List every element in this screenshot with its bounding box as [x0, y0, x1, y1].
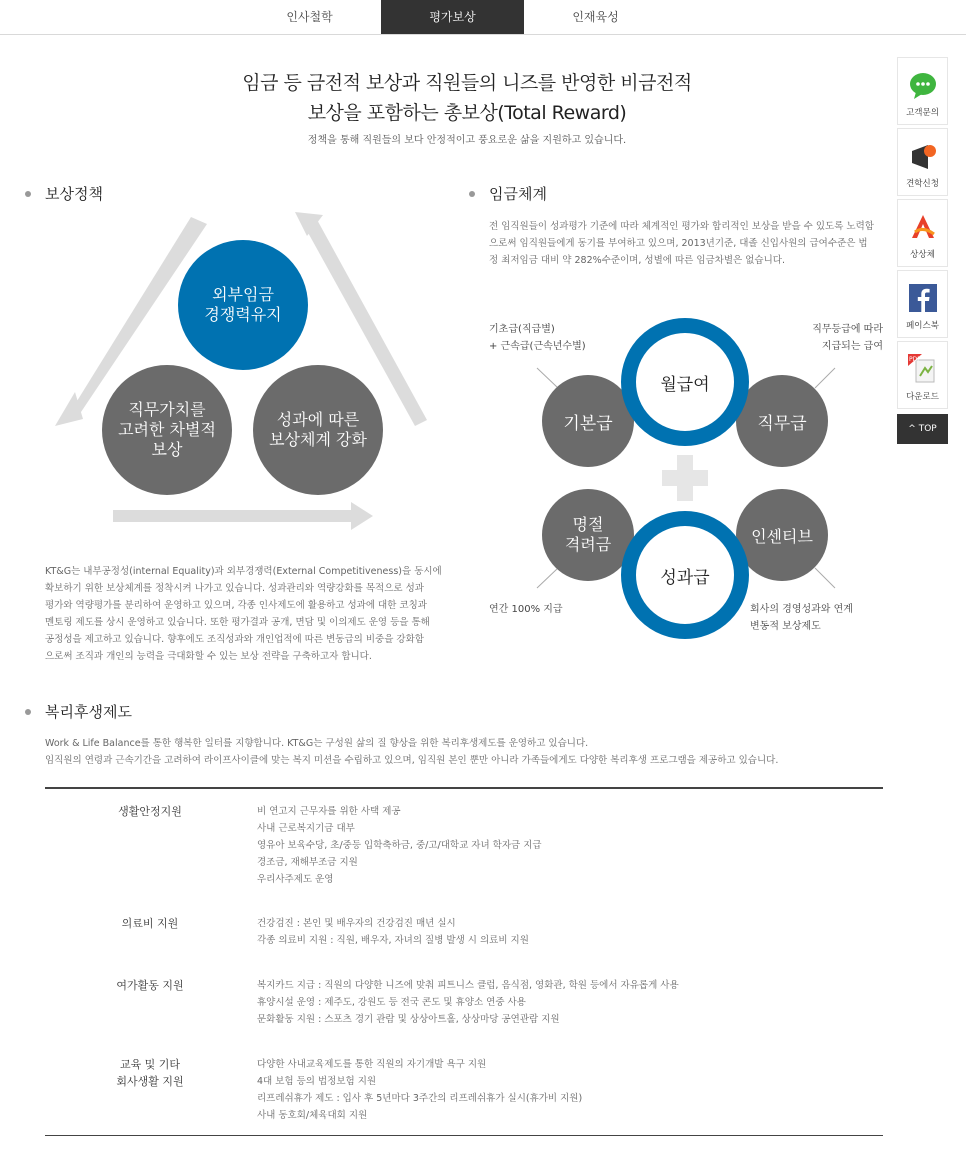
row-items — [257, 1056, 877, 1124]
bullet-dot — [469, 191, 475, 197]
section-title-compensation — [45, 183, 103, 204]
tab-bar — [0, 0, 966, 35]
row-item: 다양한 사내교육제도를 통한 직원의 자기개발 욕구 지원 — [257, 1059, 487, 1070]
note-incentive: 회사의 경영성과와 연계 변동적 보상제도 — [750, 604, 853, 632]
quick-menu-tour-request[interactable] — [897, 128, 948, 196]
row-category: 의료비 지원 — [121, 917, 179, 930]
row-category: 생활안정지원 — [118, 805, 182, 818]
text-line: 확보하기 위한 보상체계를 정착시켜 나가고 있습니다. 성과관리와 역량강화를 목적으로 성과 — [45, 583, 424, 594]
sangsang-icon — [908, 212, 938, 242]
wage-paragraph — [489, 218, 889, 269]
row-item: 각종 의료비 지원 : 직원, 배우자, 자녀의 질병 발생 시 의료비 지원 — [257, 935, 529, 946]
section-title-welfare — [45, 701, 132, 722]
row-items — [257, 915, 877, 949]
tab-evaluation-compensation[interactable]: 평가보상 — [381, 0, 524, 34]
circle-job-value: 직무가치를 고려한 차별적 보상 — [102, 365, 232, 495]
text-line: 으로써 조직과 개인의 능력을 극대화할 수 있는 보상 전략을 구축하고자 합니다. — [45, 651, 372, 662]
text-line: 평가와 역량평가를 분리하여 운영하고 있으며, 각종 인사제도에 활용하고 성과에 대한 코칭과 — [45, 600, 427, 611]
text-line: 정 최저임금 대비 약 282%수준이며, 성별에 따른 임금차별은 없습니다. — [489, 255, 785, 266]
pdf-download-icon — [908, 354, 938, 384]
quick-menu-label: 다운로드 — [906, 392, 939, 402]
row-item: 사내 근로복지기금 대부 — [257, 823, 355, 834]
text-line: 으로써 임직원들에게 동기를 부여하고 있으며, 2013년기준, 대졸 신입사원의 급여수준은 법 — [489, 238, 868, 249]
row-item: 복지카드 지급 : 직원의 다양한 니즈에 맞춰 피트니스 클럽, 음식점, 영화관, 학원 등에서 자유롭게 사용 — [257, 980, 679, 991]
welfare-intro — [45, 735, 905, 769]
compensation-paragraph — [45, 563, 445, 665]
row-item: 경조금, 재해부조금 지원 — [257, 857, 358, 868]
row-item: 영유아 보육수당, 초/중등 입학축하금, 중/고/대학교 자녀 학자금 지급 — [257, 840, 542, 851]
svg-text:PDF: PDF — [909, 356, 921, 363]
quick-menu-sangsang[interactable] — [897, 199, 948, 267]
section-title-compensation-text: 보상정책 — [45, 185, 103, 203]
row-items — [257, 803, 877, 888]
circle-holiday-bonus: 명절 격려금 — [542, 489, 634, 581]
note-basic-pay: 기초급(직급별) + 근속급(근속년수별) — [489, 324, 586, 352]
section-title-wage — [489, 183, 547, 204]
text-line: Work & Life Balance를 통한 행복한 일터를 지향합니다. KT&G는 구성원 삶의 질 향상을 위한 복리후생제도를 운영하고 있습니다. — [45, 738, 589, 749]
quick-menu-label: 페이스북 — [906, 321, 939, 331]
quick-menu-download[interactable] — [897, 341, 948, 409]
page-title-line1: 임금 등 금전적 보상과 직원들의 니즈를 반영한 비금전적 — [242, 72, 692, 94]
row-category: 교육 및 기타 회사생활 지원 — [116, 1058, 184, 1088]
row-category: 여가활동 지원 — [116, 979, 184, 992]
page-title-line2: 보상을 포함하는 총보상(Total Reward) — [307, 102, 627, 124]
row-item: 휴양시설 운영 : 제주도, 강원도 등 전국 콘도 및 휴양소 연중 사용 — [257, 997, 526, 1008]
text-line: 전 임직원들이 성과평가 기준에 따라 체계적인 평가와 합리적인 보상을 받을 수 있도록 노력함 — [489, 221, 874, 232]
text-line: KT&G는 내부공정성(internal Equality)과 외부경쟁력(External Competitiveness)을 동시에 — [45, 566, 442, 577]
welfare-table — [45, 787, 883, 1136]
note-holiday-bonus: 연간 100% 지급 — [489, 604, 563, 615]
row-item: 문화활동 지원 : 스포츠 경기 관람 및 상상아트홀, 상상마당 공연관람 지원 — [257, 1014, 560, 1025]
text-line: 공정성을 제고하고 있습니다. 향후에도 조직성과와 개인업적에 따른 변동급의 비중을 강화함 — [45, 634, 424, 645]
section-title-welfare-text: 복리후생제도 — [45, 703, 132, 721]
row-item: 리프레쉬휴가 제도 : 입사 후 5년마다 3주간의 리프레쉬휴가 실시(휴가비 지원) — [257, 1093, 583, 1104]
circle-basic-pay: 기본급 — [542, 375, 634, 467]
quick-menu-label: 견학신청 — [906, 179, 939, 189]
bullet-dot — [25, 709, 31, 715]
tab-talent-development[interactable]: 인재육성 — [572, 10, 619, 24]
quick-menu-facebook[interactable] — [897, 270, 948, 338]
circle-monthly-salary: 월급여 — [621, 318, 749, 446]
text-line: 임직원의 연령과 근속기간을 고려하여 라이프사이클에 맞는 복지 미션을 수립하고 있으며, 임직원 본인 뿐만 아니라 가족들에게도 다양한 복리후생 프로그램을 제공하고 있습니다. — [45, 755, 779, 766]
row-item: 우리사주제도 운영 — [257, 874, 334, 885]
circle-performance-reward: 성과에 따른 보상체계 강화 — [253, 365, 383, 495]
note-job-pay: 직무등급에 따라 지급되는 급여 — [812, 324, 883, 352]
scroll-top-label: TOP — [918, 424, 937, 434]
tab-hr-philosophy[interactable]: 인사철학 — [286, 10, 333, 24]
chat-icon — [908, 70, 938, 100]
circle-external-wage: 외부임금 경쟁력유지 — [178, 240, 308, 370]
row-items — [257, 977, 877, 1028]
circle-incentive: 인센티브 — [736, 489, 828, 581]
row-item: 비 연고지 근무자를 위한 사택 제공 — [257, 806, 401, 817]
scroll-top-button[interactable] — [897, 414, 948, 444]
chevron-up-icon: ^ — [908, 424, 916, 434]
circle-performance-pay: 성과급 — [621, 511, 749, 639]
facebook-icon — [908, 283, 938, 313]
row-item: 건강검진 : 본인 및 배우자의 건강검진 매년 실시 — [257, 918, 456, 929]
quick-menu-label: 상상체 — [910, 250, 935, 260]
section-title-wage-text: 임금체계 — [489, 185, 547, 203]
row-item: 사내 동호회/체육대회 지원 — [257, 1110, 368, 1121]
tour-icon — [908, 141, 938, 171]
quick-menu-customer-inquiry[interactable] — [897, 57, 948, 125]
row-item: 4대 보험 등의 법정보험 지원 — [257, 1076, 377, 1087]
page-subtitle: 정책을 통해 직원들의 보다 안정적이고 풍요로운 삶을 지원하고 있습니다. — [307, 135, 627, 146]
quick-menu-label: 고객문의 — [906, 108, 939, 118]
bullet-dot — [25, 191, 31, 197]
text-line: 멘토링 제도를 상시 운영하고 있습니다. 또한 평가결과 공개, 면담 및 이의제도 운영 등을 통해 — [45, 617, 430, 628]
circle-job-pay: 직무급 — [736, 375, 828, 467]
